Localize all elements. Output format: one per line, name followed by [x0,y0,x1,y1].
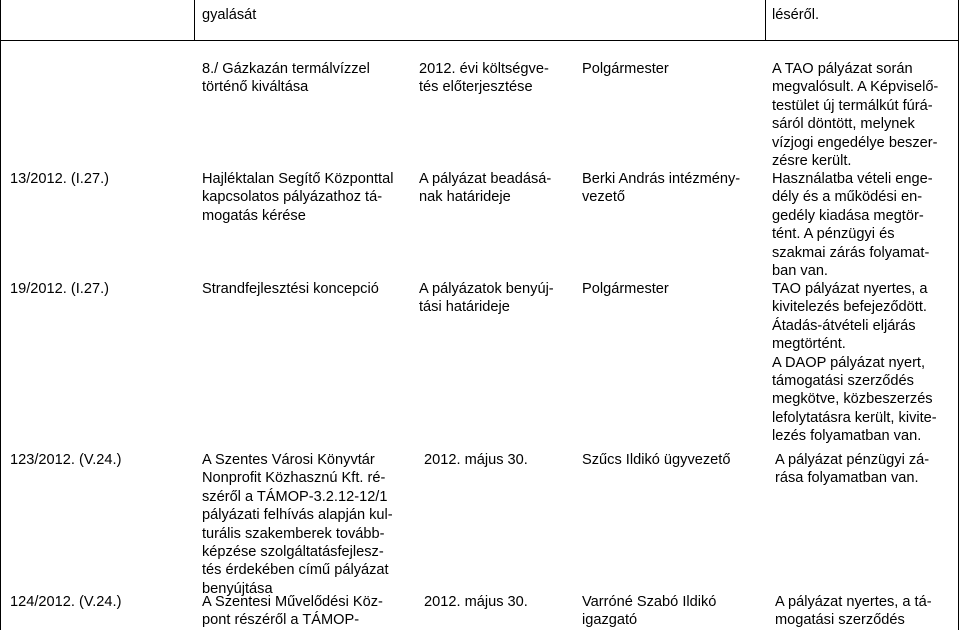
row-1-subject-line: történő kiváltása [202,79,309,96]
row-4-status [775,451,951,488]
row-2-responsible [582,170,757,207]
row-4-status-line: rása folyamatban van. [775,470,919,487]
row-3-status-line: megtörtént. [772,336,846,353]
row-2-deadline-line: nak határideje [419,189,511,206]
row-4-subject-line: Nonprofit Közhasznú Kft. ré- [202,470,386,487]
row-2-deadline [419,170,569,207]
row-4-subject-line: benyújtása [202,580,273,597]
row-2-responsible-line: Berki András intézmény- [582,171,741,187]
row-5-deadline-line: 2012. május 30. [424,594,528,610]
row-5-subject-line: A Szentesi Művelődési Köz- [202,594,383,610]
row-divider-top [0,40,959,41]
row-3-status-line: lefolytatásra került, kivite- [772,409,937,426]
row-5-status-line: mogatási szerződés [775,612,905,629]
row-1-status-line: sáról döntött, melynek [772,116,915,133]
row-3-status-line: A DAOP pályázat nyert, [772,354,926,371]
column-divider-1 [194,0,195,40]
row-5-responsible [582,593,762,630]
row-3-status [772,280,951,446]
row-1-status [772,60,951,170]
row-1-responsible-line: Polgármester [582,61,669,77]
row-2-number: 13/2012. (I.27.) [10,171,109,187]
row-5-status-line: A pályázat nyertes, a tá- [775,594,932,610]
row-3-status-line: Átadás-átvételi eljárás [772,317,916,334]
row-4-subject-line: A Szentes Városi Könyvtár [202,452,375,468]
row-3-deadline [419,280,569,317]
row-3-status-line: TAO pályázat nyertes, a [772,281,928,297]
row-5-status [775,593,951,630]
row-2-responsible-line: vezető [582,189,625,206]
row-1-status-line: zésre került. [772,153,852,170]
row-5-subject-line: pont részéről a TÁMOP- [202,612,360,629]
row-1-deadline [419,60,569,97]
top-fragment-status: léséről. [772,7,820,23]
row-4-subject-line: képzése szolgáltatásfejlesz- [202,544,384,561]
row-5-responsible-line: igazgató [582,612,638,629]
row-5-deadline [424,593,574,611]
row-5-subject [202,593,408,630]
row-2-deadline-line: A pályázat beadásá- [419,171,552,187]
row-3-responsible [582,280,757,298]
row-1-status-line: vízjogi engedélye beszer- [772,134,938,151]
row-3-number: 19/2012. (I.27.) [10,281,109,297]
row-3-status-line: kivitelezés befejeződött. [772,299,927,316]
row-3-subject [202,280,408,298]
row-1-responsible [582,60,757,78]
row-3-deadline-line: tási határideje [419,299,510,316]
row-4-subject-line: széről a TÁMOP-3.2.12-12/1 [202,488,388,505]
row-2-subject [202,170,408,225]
row-3-status-line: támogatási szerződés [772,373,914,390]
row-4-deadline-line: 2012. május 30. [424,452,528,468]
row-5-responsible-line: Varróné Szabó Ildikó [582,594,717,610]
row-2-status [772,170,951,280]
row-3-responsible-line: Polgármester [582,281,669,297]
row-2-status-line: szakmai zárás folyamat- [772,244,930,261]
row-1-subject-line: 8./ Gázkazán termálvízzel [202,61,370,77]
row-3-status-line: megkötve, közbeszerzés [772,391,933,408]
table-border-right [958,0,959,630]
top-fragment-subject: gyalását [202,7,257,23]
row-4-subject-line: tés érdekében című pályázat [202,562,389,579]
row-5-number: 124/2012. (V.24.) [10,594,122,610]
row-4-subject [202,451,408,598]
row-1-status-line: megvalósult. A Képviselő- [772,79,939,96]
row-4-status-line: A pályázat pénzügyi zá- [775,452,930,468]
row-2-subject-line: mogatás kérése [202,207,306,224]
row-2-status-line: ban van. [772,263,828,280]
row-4-subject-line: pályázati felhívás alapján kul- [202,507,393,524]
row-2-status-line: dély és a működési en- [772,189,923,206]
row-2-status-line: Használatba vételi enge- [772,171,933,187]
row-3-subject-line: Strandfejlesztési koncepció [202,281,379,297]
row-4-responsible-line: Szűcs Ildikó ügyvezető [582,452,731,468]
row-1-subject [202,60,408,97]
row-3-status-line: lezés folyamatban van. [772,428,922,445]
row-1-deadline-line: tés előterjesztése [419,79,533,96]
row-2-status-line: gedély kiadása megtör- [772,207,924,224]
row-4-subject-line: turális szakemberek tovább- [202,525,385,542]
row-2-subject-line: kapcsolatos pályázathoz tá- [202,189,383,206]
row-1-status-line: A TAO pályázat során [772,61,913,77]
row-4-responsible [582,451,762,469]
row-2-status-line: tént. A pénzügyi és [772,226,895,243]
row-1-deadline-line: 2012. évi költségve- [419,61,549,77]
row-2-subject-line: Hajléktalan Segítő Központtal [202,171,394,187]
column-divider-2 [765,0,766,40]
table-border-left [0,0,1,630]
row-4-deadline [424,451,574,469]
row-3-deadline-line: A pályázatok benyúj- [419,281,554,297]
row-4-number: 123/2012. (V.24.) [10,452,122,468]
row-1-status-line: testület új termálkút fúrá- [772,97,933,114]
